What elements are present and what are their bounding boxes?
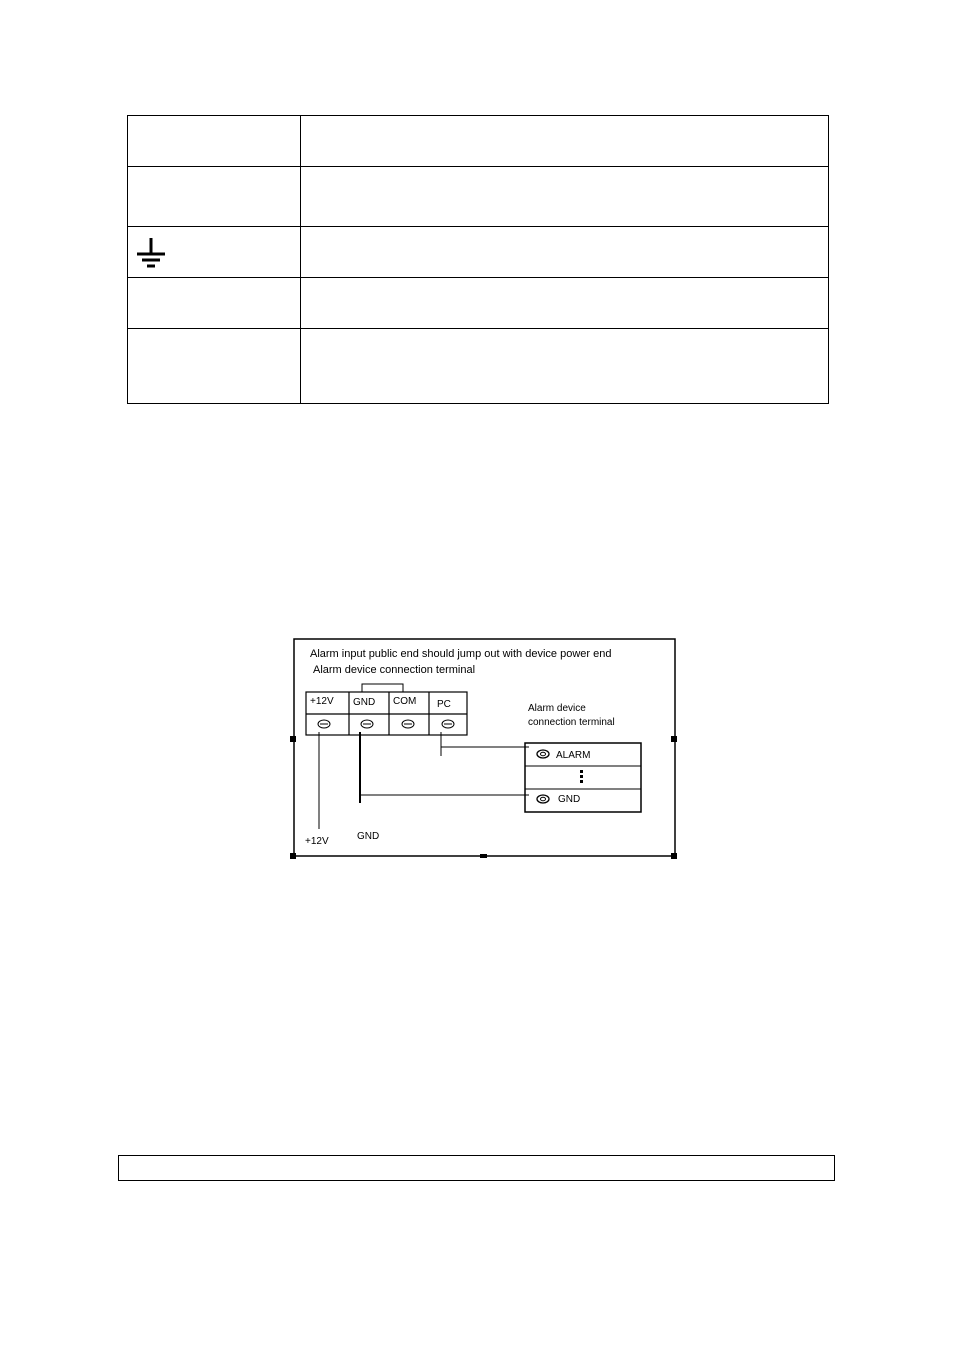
row-description (301, 278, 829, 329)
row-description (301, 116, 829, 167)
resize-handle (290, 736, 296, 742)
device-alarm-label: ALARM (556, 750, 591, 761)
screw-icon (318, 720, 330, 728)
alarm-device-terminal (525, 743, 641, 812)
resize-handle (671, 736, 677, 742)
table-row (128, 167, 829, 227)
spec-table (127, 115, 829, 404)
row-label (128, 116, 301, 167)
screw-icon (361, 720, 373, 728)
row-label (128, 329, 301, 404)
row-label (128, 167, 301, 227)
row-description (301, 329, 829, 404)
terminal-label-12v: +12V (310, 696, 334, 707)
resize-handle (290, 853, 296, 859)
resize-handle (480, 854, 487, 858)
diagram-title-line2: Alarm device connection terminal (313, 664, 476, 676)
row-description (301, 167, 829, 227)
alarm-wiring-diagram (289, 636, 679, 860)
row-description (301, 227, 829, 278)
screw-icon (537, 750, 549, 758)
ground-icon (135, 236, 167, 268)
bottom-label-12v: +12V (305, 836, 329, 847)
device-label-line2: connection terminal (528, 717, 615, 728)
terminal-label-gnd: GND (353, 697, 376, 708)
device-gnd-label: GND (558, 794, 581, 805)
device-label-line1: Alarm device (528, 703, 586, 714)
screw-icon (537, 795, 549, 803)
screw-icon (402, 720, 414, 728)
table-row (128, 278, 829, 329)
resize-handle (671, 853, 677, 859)
note-box (118, 1155, 835, 1181)
row-label (128, 278, 301, 329)
screw-icon (442, 720, 454, 728)
terminal-label-pc: PC (437, 699, 451, 710)
ellipsis-icon (580, 770, 583, 783)
table-row (128, 227, 829, 278)
terminal-label-com: COM (393, 696, 417, 707)
table-row (128, 116, 829, 167)
table-row (128, 329, 829, 404)
row-label-ground (128, 227, 301, 278)
bottom-label-gnd: GND (357, 831, 380, 842)
terminal-strip (306, 684, 467, 735)
diagram-title-line1: Alarm input public end should jump out with device power end (310, 648, 612, 660)
